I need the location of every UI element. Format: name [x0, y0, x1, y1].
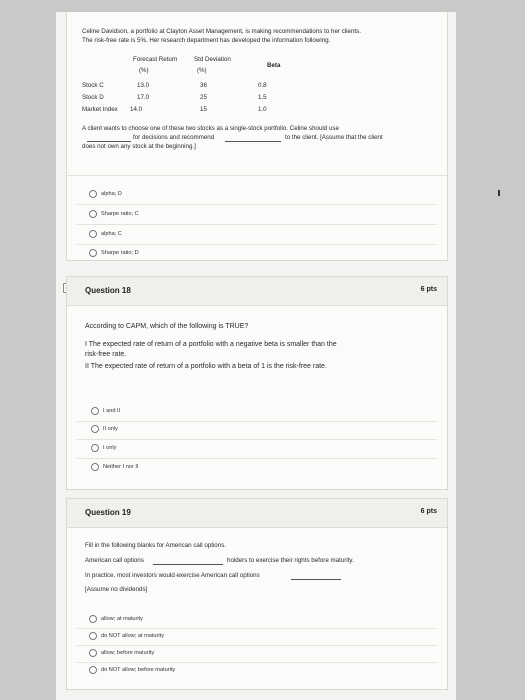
answer-option[interactable]	[89, 208, 139, 220]
answer-option-label: do NOT allow; at maturity	[101, 633, 165, 639]
question-18-header	[67, 277, 447, 306]
row-name: Stock D	[82, 94, 104, 101]
blank-1	[87, 135, 131, 142]
radio-button[interactable]	[89, 666, 97, 674]
row-name: Market Index	[82, 106, 118, 113]
radio-button[interactable]	[91, 425, 99, 433]
answer-option-label: Neither I nor II	[103, 464, 139, 470]
q18-statement-2: II The expected rate of return of a portfolio with a beta of 1 is the risk-free rate.	[85, 363, 327, 370]
row-return: 13.0	[137, 82, 150, 89]
answer-option-label: II only	[103, 426, 118, 432]
q17-intro-line-2: The risk-free rate is 5%. Her research department has developed the information following.	[82, 37, 331, 44]
q18-statement-1a: I The expected rate of return of a portfolio with a negative beta is smaller than the	[85, 341, 337, 348]
answer-option[interactable]	[89, 647, 154, 659]
col-header-return: Forecast Return	[133, 56, 178, 63]
answer-option[interactable]	[89, 188, 122, 200]
row-sd: 25	[200, 94, 207, 101]
row-sd: 15	[200, 106, 207, 113]
q19-line-2a: American call options	[85, 557, 144, 564]
radio-button[interactable]	[89, 649, 97, 657]
radio-button[interactable]	[91, 407, 99, 415]
answer-option-label: I and II	[103, 408, 121, 414]
divider	[77, 662, 437, 663]
answer-option-label: alpha; D	[101, 191, 122, 197]
row-beta: 1.5	[258, 94, 267, 101]
col-header-beta: Beta	[267, 62, 281, 69]
answer-option[interactable]	[89, 613, 143, 625]
divider	[77, 628, 437, 629]
question-19-card	[66, 498, 448, 690]
blank-1	[153, 558, 223, 565]
q19-line-4: [Assume no dividends]	[85, 586, 148, 593]
q17-prompt-line-2a: for decisions and recommend	[133, 134, 215, 141]
divider	[77, 224, 437, 225]
divider	[77, 439, 437, 440]
question-17-card	[66, 12, 448, 261]
question-19-header	[67, 499, 447, 528]
row-return: 14.0	[130, 106, 143, 113]
radio-button[interactable]	[89, 210, 97, 218]
answer-option[interactable]	[89, 664, 175, 676]
answer-option-label: allow; before maturity	[101, 650, 155, 656]
answer-option[interactable]	[91, 405, 120, 417]
q19-line-2b: holders to exercise their rights before maturity.	[227, 557, 354, 564]
divider	[67, 175, 447, 176]
question-18-title: Question 18	[85, 286, 131, 295]
radio-button[interactable]	[91, 463, 99, 471]
q17-prompt-line-3: does not own any stock at the beginning.]	[82, 143, 196, 150]
radio-button[interactable]	[91, 444, 99, 452]
row-return: 17.0	[137, 94, 150, 101]
row-beta: 1.0	[258, 106, 267, 113]
answer-option[interactable]	[89, 630, 164, 642]
answer-option-label: do NOT allow; before maturity	[101, 667, 176, 673]
radio-button[interactable]	[89, 615, 97, 623]
row-sd: 36	[200, 82, 207, 89]
answer-option[interactable]	[91, 423, 118, 435]
q17-intro-line-1: Celine Davidson, a portfolio at Clayton Asset Management, is making recommendations to her clients.	[82, 28, 361, 35]
question-18-card	[66, 276, 448, 490]
radio-button[interactable]	[89, 249, 97, 257]
answer-option-label: Sharpe ratio; D	[101, 250, 139, 256]
q19-line-1: Fill in the following blanks for American call options.	[85, 542, 227, 549]
q19-line-3: In practice, most investors would exercise American call options	[85, 572, 260, 579]
row-name: Stock C	[82, 82, 104, 89]
radio-button[interactable]	[89, 230, 97, 238]
radio-button[interactable]	[89, 632, 97, 640]
answer-option[interactable]	[89, 247, 139, 259]
answer-option[interactable]	[89, 228, 122, 240]
scroll-tick-mark	[498, 190, 500, 196]
question-19-title: Question 19	[85, 508, 131, 517]
answer-option[interactable]	[91, 442, 116, 454]
blank-2	[291, 573, 341, 580]
answer-option-label: Sharpe ratio; C	[101, 211, 139, 217]
divider	[77, 645, 437, 646]
question-19-points: 6 pts	[420, 508, 437, 515]
answer-option[interactable]	[91, 461, 138, 473]
q18-statement-1b: risk-free rate.	[85, 351, 127, 358]
answer-option-label: allow; at maturity	[101, 616, 143, 622]
row-beta: 0.8	[258, 82, 267, 89]
col-header-sd-unit: (%)	[197, 67, 207, 74]
question-18-points: 6 pts	[420, 286, 437, 293]
q17-prompt-line-2b: to the client. [Assume that the client	[285, 134, 383, 141]
blank-2	[225, 135, 281, 142]
q18-question-text: According to CAPM, which of the following is TRUE?	[85, 323, 249, 330]
answer-option-label: alpha; C	[101, 231, 122, 237]
divider	[77, 458, 437, 459]
col-header-sd: Std Deviation	[194, 56, 231, 63]
divider	[77, 204, 437, 205]
divider	[77, 244, 437, 245]
q17-prompt-line-1: A client wants to choose one of these two stocks as a single-stock portfolio. Celine should use	[82, 125, 339, 132]
col-header-return-unit: (%)	[139, 67, 149, 74]
divider	[77, 421, 437, 422]
answer-option-label: I only	[103, 445, 117, 451]
radio-button[interactable]	[89, 190, 97, 198]
